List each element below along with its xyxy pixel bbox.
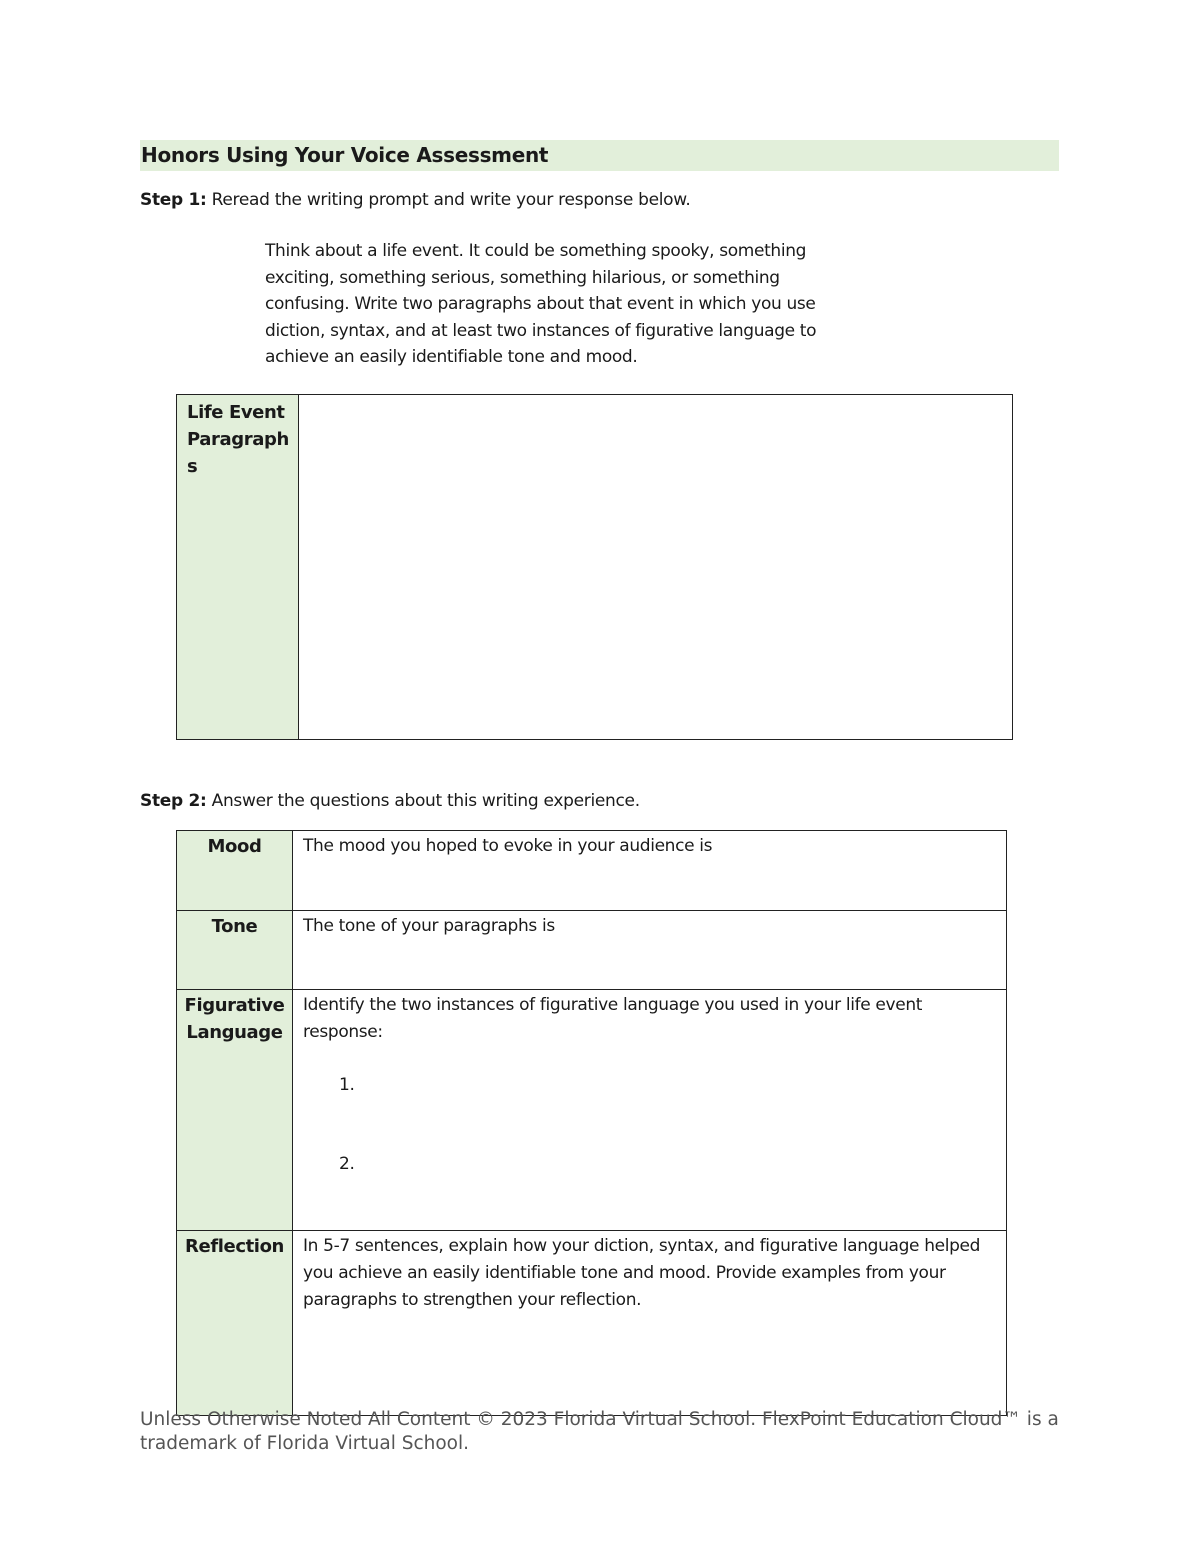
reflection-label: Reflection	[177, 1231, 293, 1416]
page-title: Honors Using Your Voice Assessment	[141, 143, 549, 167]
figurative-language-label: Figurative Language	[177, 990, 293, 1231]
tone-question: The tone of your paragraphs is	[303, 916, 555, 936]
step-1-label: Step 1:	[140, 190, 207, 210]
tone-response-cell[interactable]	[293, 911, 1007, 990]
mood-response-cell[interactable]	[293, 831, 1007, 911]
step-1-instruction	[140, 190, 690, 210]
life-event-table	[176, 394, 1013, 740]
table-row	[177, 831, 1007, 911]
figurative-language-response-cell[interactable]	[293, 990, 1007, 1231]
step-2-text: Answer the questions about this writing experience.	[206, 791, 640, 811]
mood-question: The mood you hoped to evoke in your audience is	[303, 836, 713, 856]
figurative-language-question: Identify the two instances of figurative language you used in your life event response:	[303, 995, 923, 1042]
table-row	[177, 1231, 1007, 1416]
title-bar	[140, 140, 1059, 171]
list-item: 2.	[339, 1154, 355, 1174]
copyright-footer: Unless Otherwise Noted All Content © 2023 Florida Virtual School. FlexPoint Education Cloud™ is a trademark of Florida Virtual School.	[140, 1409, 1059, 1454]
mood-label: Mood	[177, 831, 293, 911]
reflection-response-cell[interactable]	[293, 1231, 1007, 1416]
reflection-question: In 5-7 sentences, explain how your diction, syntax, and figurative language helped you achieve an easily identifiable tone and mood. Provide examples from your paragraphs to strengthen your reflection.	[303, 1236, 981, 1310]
questions-table	[176, 830, 1007, 1416]
table-row	[177, 911, 1007, 990]
step-2-label: Step 2:	[140, 791, 207, 811]
life-event-label: Life Event Paragraphs	[177, 395, 299, 740]
list-item: 1.	[339, 1075, 355, 1095]
table-row	[177, 990, 1007, 1231]
tone-label: Tone	[177, 911, 293, 990]
step-1-text: Reread the writing prompt and write your response below.	[206, 190, 691, 210]
writing-prompt: Think about a life event. It could be something spooky, something exciting, something serious, something hilarious, or something confusing. Write two paragraphs about that event in which you use diction, syntax, and at least two instances of figurative language to achieve an easily identifiable tone and mood.	[265, 241, 817, 368]
life-event-response-cell[interactable]	[299, 395, 1013, 740]
step-2-instruction	[140, 791, 640, 811]
figurative-language-list	[339, 1072, 998, 1230]
